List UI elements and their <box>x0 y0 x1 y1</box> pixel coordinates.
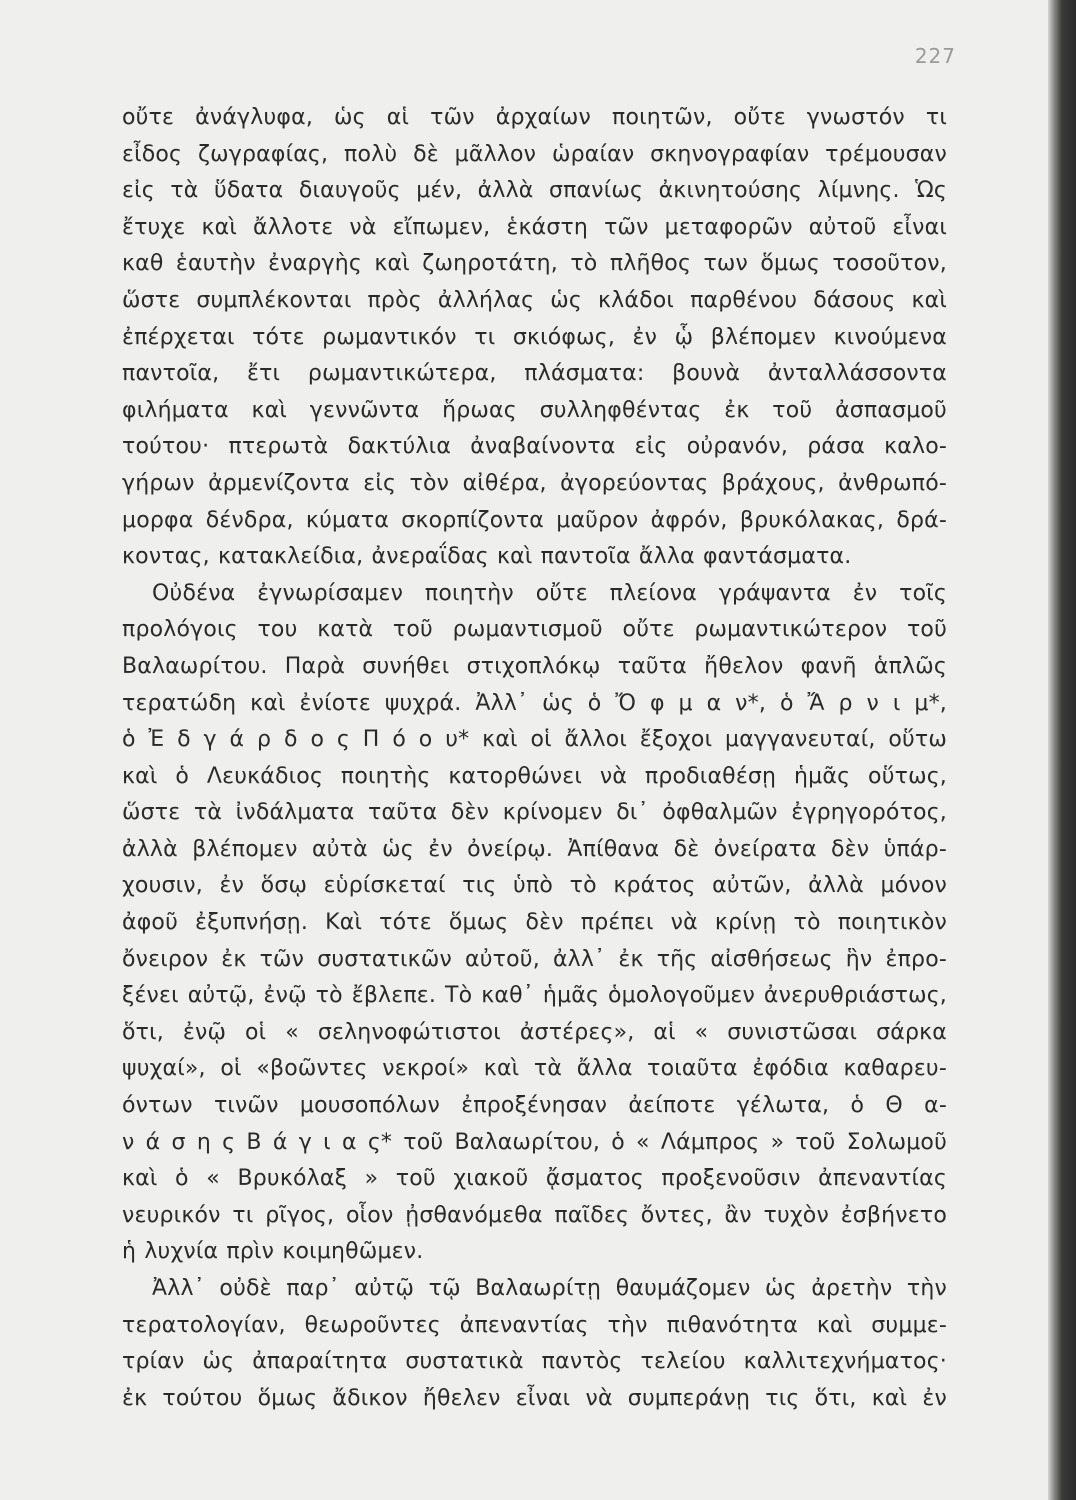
text-line: Βαλαωρίτου. Παρὰ συνήθει στιχοπλόκῳ ταῦτα ἤθελον φανῆ ἁπλῶς <box>122 653 947 679</box>
text-line: νευρικόν τι ρῖγος, οἷον ᾐσθανόμεθα παῖδες ὄντες, ἂν τυχὸν ἐσβήνετο <box>122 1202 947 1228</box>
text-line: Οὐδένα ἐγνωρίσαμεν ποιητὴν οὔτε πλείονα γράψαντα ἐν τοῖς <box>152 580 947 606</box>
text-line: τερατώδη καὶ ἐνίοτε ψυχρά. Ἀλλ᾽ ὡς ὁ Ὄ φ μ α ν*, ὁ Ἄ ρ ν ι μ*, <box>122 690 947 716</box>
text-line: ἔτυχε καὶ ἄλλοτε νὰ εἴπωμεν, ἑκάστη τῶν μεταφορῶν αὐτοῦ εἶναι <box>122 214 947 240</box>
text-line: ὥστε τὰ ἰνδάλματα ταῦτα δὲν κρίνομεν δι᾽ ὀφθαλμῶν ἐγρηγορότος, <box>122 800 947 826</box>
text-line: εἰς τὰ ὕδατα διαυγοῦς μέν, ἀλλὰ σπανίως ἀκινητούσης λίμνης. Ὡς <box>122 178 947 204</box>
text-line: καὶ ὁ « Βρυκόλαξ » τοῦ χιακοῦ ᾄσματος προξενοῦσιν ἀπεναντίας <box>122 1166 947 1192</box>
text-line: φιλήματα καὶ γεννῶντα ἥρωας συλληφθέντας ἐκ τοῦ ἀσπασμοῦ <box>122 397 947 423</box>
text-line: παντοῖα, ἔτι ρωμαντικώτερα, πλάσματα: βουνὰ ἀνταλλάσσοντα <box>122 361 947 387</box>
text-line: ἀφοῦ ἐξυπνήσῃ. Καὶ τότε ὅμως δὲν πρέπει νὰ κρίνῃ τὸ ποιητικὸν <box>122 910 947 936</box>
text-line: καὶ ὁ Λευκάδιος ποιητὴς κατορθώνει νὰ προδιαθέσῃ ἡμᾶς οὕτως, <box>122 763 947 789</box>
text-line: χουσιν, ἐν ὅσῳ εὑρίσκεταί τις ὑπὸ τὸ κράτος αὐτῶν, ἀλλὰ μόνον <box>122 873 947 899</box>
paragraph-1 <box>122 100 947 576</box>
text-line: ὄνειρον ἐκ τῶν συστατικῶν αὐτοῦ, ἀλλ᾽ ἐκ τῆς αἰσθήσεως ἣν ἐπρο- <box>122 946 947 972</box>
text-line: γήρων ἀρμενίζοντα εἰς τὸν αἰθέρα, ἀγορεύοντας βράχους, ἀνθρωπό- <box>122 470 947 496</box>
text-line: ξένει αὐτῷ, ἐνῷ τὸ ἔβλεπε. Τὸ καθ᾽ ἡμᾶς ὁμολογοῦμεν ἀνερυθριάστως, <box>122 983 947 1009</box>
text-line: εἶδος ζωγραφίας, πολὺ δὲ μᾶλλον ὡραίαν σκηνογραφίαν τρέμουσαν <box>122 141 947 167</box>
page-number: 227 <box>914 44 956 68</box>
text-line: ψυχαί», οἱ «βοῶντες νεκροί» καὶ τὰ ἄλλα τοιαῦτα ἐφόδια καθαρευ- <box>122 1056 947 1082</box>
text-line: ὥστε συμπλέκονται πρὸς ἀλλήλας ὡς κλάδοι παρθένου δάσους καὶ <box>122 287 947 313</box>
page-edge-shadow <box>1048 0 1076 1500</box>
text-line: τούτου· πτερωτὰ δακτύλια ἀναβαίνοντα εἰς οὐρανόν, ράσα καλο- <box>122 434 947 460</box>
text-line: καθ ἑαυτὴν ἐναργὴς καὶ ζωηροτάτη, τὸ πλῆθος των ὅμως τοσοῦτον, <box>122 251 947 277</box>
text-line: τερατολογίαν, θεωροῦντες ἀπεναντίας τὴν πιθανότητα καὶ συμμε- <box>122 1312 947 1338</box>
text-line: ὅτι, ἐνῷ οἱ « σεληνοφώτιστοι ἀστέρες», αἱ « συνιστῶσαι σάρκα <box>122 1019 947 1045</box>
text-line: Ἀλλ᾽ οὐδὲ παρ᾽ αὐτῷ τῷ Βαλαωρίτῃ θαυμάζομεν ὡς ἀρετὴν τὴν <box>152 1276 947 1301</box>
text-line: προλόγοις του κατὰ τοῦ ρωμαντισμοῦ οὔτε ρωμαντικώτερον τοῦ <box>122 617 947 643</box>
text-line: μορφα δένδρα, κύματα σκορπίζοντα μαῦρον ἀφρόν, βρυκόλακας, δρά- <box>122 507 947 533</box>
text-line: οὔτε ἀνάγλυφα, ὡς αἱ τῶν ἀρχαίων ποιητῶν, οὔτε γνωστόν τι <box>122 105 947 130</box>
text-line: ν ά σ η ς Β ά γ ι α ς* τοῦ Βαλαωρίτου, ὁ « Λάμπρος » τοῦ Σολωμοῦ <box>122 1129 947 1155</box>
text-line: ἡ λυχνία πρὶν κοιμηθῶμεν. <box>122 1239 424 1265</box>
text-line: ἐπέρχεται τότε ρωμαντικόν τι σκιόφως, ἐν ᾧ βλέπομεν κινούμενα <box>122 324 947 350</box>
body-text <box>122 100 947 1417</box>
text-line: όντων τινῶν μουσοπόλων ἐπροξένησαν ἀείποτε γέλωτα, ὁ Θ α- <box>122 1093 947 1119</box>
text-line: ἐκ τούτου ὅμως ἄδικον ἤθελεν εἶναι νὰ συμπεράνῃ τις ὅτι, καὶ ἐν <box>122 1385 947 1411</box>
text-line: ὁ Ἐ δ γ ά ρ δ ο ς Π ό ο υ* καὶ οἱ ἄλλοι ἔξοχοι μαγγανευταί, οὕτω <box>122 727 947 753</box>
text-line: τρίαν ὡς ἀπαραίτητα συστατικὰ παντὸς τελείου καλλιτεχνήματος· <box>122 1349 947 1375</box>
paragraph-2 <box>122 576 947 1271</box>
paragraph-3 <box>122 1271 947 1417</box>
text-line: κοντας, κατακλείδια, ἀνεραΐδας καὶ παντοῖα ἄλλα φαντάσματα. <box>122 544 852 570</box>
text-line: ἀλλὰ βλέπομεν αὐτὰ ὡς ἐν ὀνείρῳ. Ἀπίθανα δὲ ὀνείρατα δὲν ὑπάρ- <box>122 836 947 862</box>
